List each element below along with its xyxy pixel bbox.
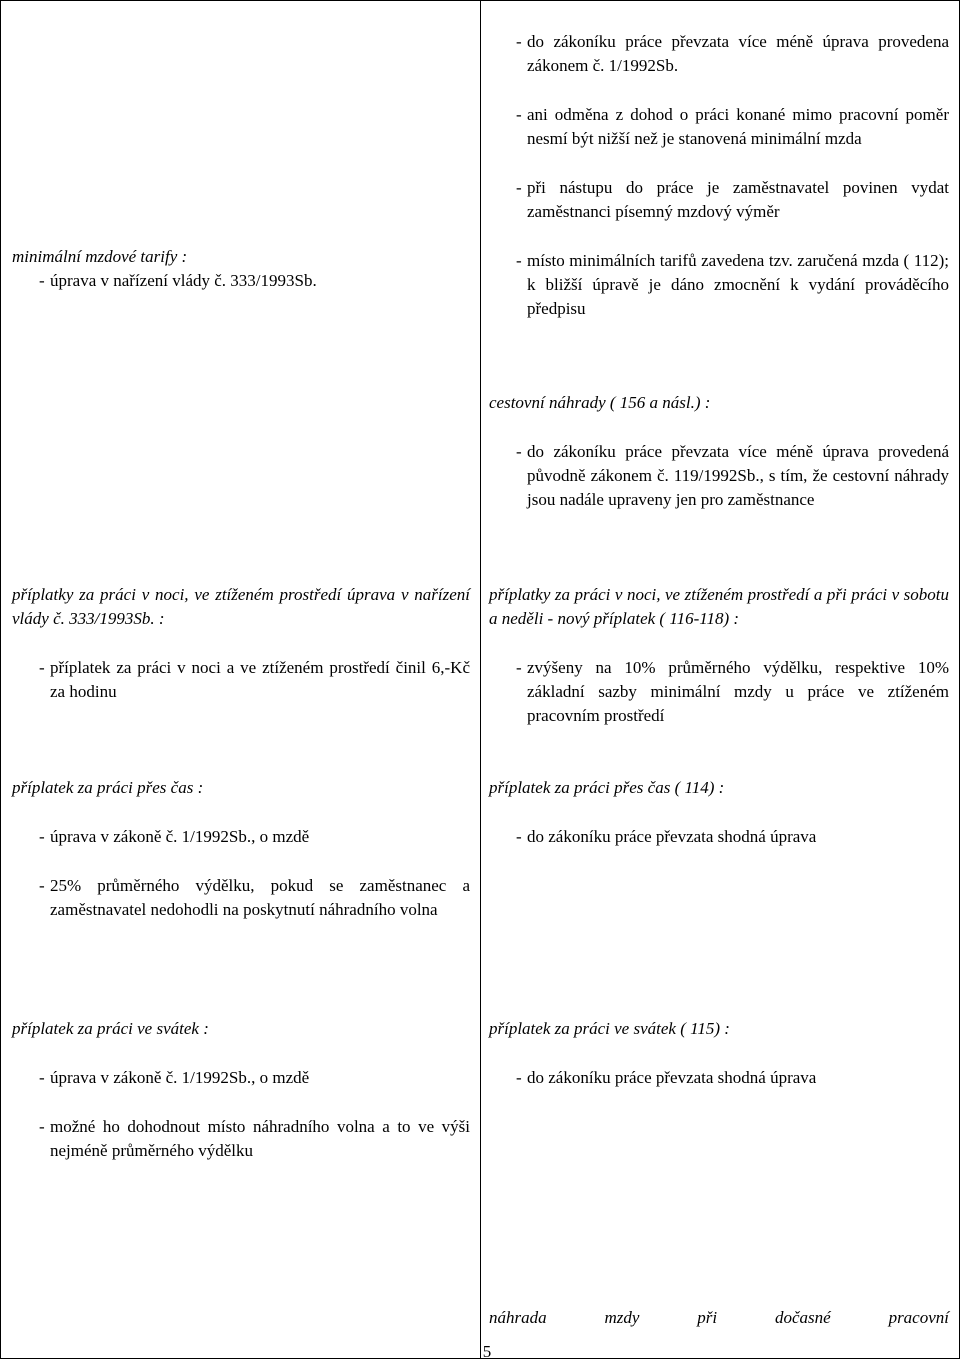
list-item: - ani odměna z dohod o práci konané mimo pracovní poměr nesmí být nižší než je stanovená minimální mzda [489,103,949,151]
min-wage-right [489,30,949,321]
list-item: - úprava v zákoně č. 1/1992Sb., o mzdě [12,1066,470,1090]
overtime-right [489,776,949,849]
list-item: - možné ho dohodnout místo náhradního volna a to ve výši nejméně průměrného výdělku [12,1115,470,1163]
night-left [12,583,470,704]
night-right [489,583,949,728]
list-item: - 25% průměrného výdělku, pokud se zaměstnanec a zaměstnavatel nedohodli na poskytnutí náhradního volna [12,874,470,922]
min-wage-left [12,245,470,293]
column-divider [480,0,481,1359]
holiday-left-heading: příplatek za práci ve svátek : [12,1019,209,1038]
night-left-heading: příplatky za práci v noci, ve ztíženém prostředí úprava v nařízení vlády č. 333/1993Sb. : [12,585,470,628]
list-item: - do zákoníku práce převzata více méně úprava provedena zákonem č. 1/1992Sb. [489,30,949,78]
list-item: - úprava v nařízení vlády č. 333/1993Sb. [12,269,470,293]
sick-right-heading: náhrada mzdy při dočasné pracovní [489,1308,949,1327]
travel-heading: cestovní náhrady ( 156 a násl.) : [489,393,711,412]
list-item: - úprava v zákoně č. 1/1992Sb., o mzdě [12,825,470,849]
holiday-left [12,1017,470,1163]
page-number: 5 [482,1342,492,1361]
list-item: - zvýšeny na 10% průměrného výdělku, respektive 10% základní sazby minimální mzdy u práce ve ztíženém pracovním prostředí [489,656,949,728]
list-item: - do zákoníku práce převzata shodná úprava [489,1066,949,1090]
list-item: - místo minimálních tarifů zavedena tzv. zaručená mzda ( 112); k bližší úpravě je dáno zmocnění k vydání prováděcího předpisu [489,249,949,321]
travel-right [489,391,949,512]
list-item: - do zákoníku práce převzata více méně úprava provedená původně zákonem č. 119/1992Sb., s tím, že cestovní náhrady jsou nadále upraveny jen pro zaměstnance [489,440,949,512]
overtime-right-heading: příplatek za práci přes čas ( 114) : [489,778,725,797]
min-wage-left-heading: minimální mzdové tarify : [12,247,188,266]
overtime-left-heading: příplatek za práci přes čas : [12,778,204,797]
holiday-right-heading: příplatek za práci ve svátek ( 115) : [489,1019,730,1038]
holiday-right [489,1017,949,1090]
overtime-left [12,776,470,922]
list-item: - příplatek za práci v noci a ve ztíženém prostředí činil 6,-Kč za hodinu [12,656,470,704]
list-item: - při nástupu do práce je zaměstnavatel povinen vydat zaměstnanci písemný mzdový výměr [489,176,949,224]
list-item: - do zákoníku práce převzata shodná úprava [489,825,949,849]
night-right-heading: příplatky za práci v noci, ve ztíženém prostředí a při práci v sobotu a neděli - nový příplatek ( 116-118) : [489,585,949,628]
